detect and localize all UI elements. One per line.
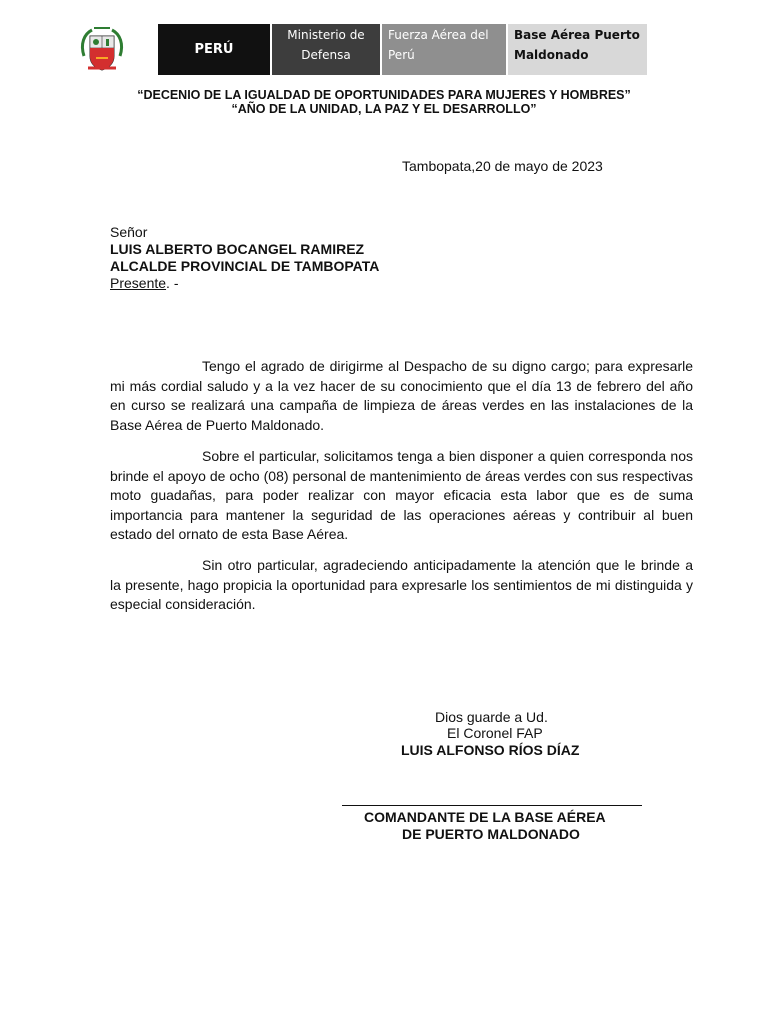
header-base-box (508, 24, 647, 75)
header-fap-box (382, 24, 506, 75)
recipient-presente-suffix: . - (166, 275, 179, 291)
header-base-line2: Maldonado (514, 48, 589, 62)
place-date: Tambopata,20 de mayo de 2023 (402, 158, 603, 174)
header-peru-label: PERÚ (194, 41, 234, 57)
body-paragraph-2-text: Sobre el particular, solicitamos tenga a bien disponer a quien corresponda nos brinde el apoyo de ocho (08) personal de mantenimiento de áreas verdes con sus respectivas moto guadañas, para poder realizar con mayor eficacia esta labor que es de suma importancia para mantener la seguridad de las operaciones aéreas y contribuir al buen estado del ornato de esta Base Aérea. (110, 448, 693, 542)
peru-coat-of-arms-logo (78, 26, 126, 76)
body-paragraph-3-text: Sin otro particular, agradeciendo anticipadamente la atención que le brinde a la presente, hago propicia la oportunidad para expresarle los sentimientos de mi distinguida y especial consideración. (110, 557, 693, 612)
header-ministerio-box (272, 24, 380, 75)
closing-line1: Dios guarde a Ud. (435, 709, 548, 725)
header-ministerio-line2: Defensa (301, 48, 351, 62)
body-paragraph-1-text: Tengo el agrado de dirigirme al Despacho de su digno cargo; para expresarle mi más cordial saludo y a la vez hacer de su conocimiento que el día 13 de febrero del año en curso se realizará una campaña de limpieza de áreas verdes en las instalaciones de la Base Aérea de Puerto Maldonado. (110, 358, 693, 433)
signer-role-line2: DE PUERTO MALDONADO (402, 826, 580, 842)
recipient-presente-line (110, 274, 179, 294)
body-paragraph-2 (110, 447, 693, 545)
header-ministerio-line1: Ministerio de (287, 28, 365, 42)
header-fap-line1: Fuerza Aérea del (388, 28, 489, 42)
header-peru-box (158, 24, 270, 75)
motto-line2: “AÑO DE LA UNIDAD, LA PAZ Y EL DESARROLLO” (231, 102, 537, 116)
signer-name: LUIS ALFONSO RÍOS DÍAZ (401, 742, 580, 758)
body-paragraph-3 (110, 556, 693, 615)
header-base-line1: Base Aérea Puerto (514, 28, 640, 42)
closing-line2: El Coronel FAP (447, 725, 543, 741)
header-fap-line2: Perú (388, 48, 415, 62)
recipient-name: LUIS ALBERTO BOCANGEL RAMIREZ (110, 241, 365, 257)
motto-line1: “DECENIO DE LA IGUALDAD DE OPORTUNIDADES PARA MUJERES Y HOMBRES” (137, 88, 631, 102)
signer-role-line1: COMANDANTE DE LA BASE AÉREA (364, 809, 606, 825)
recipient-salutation: Señor (110, 224, 148, 240)
signature-line (342, 805, 642, 806)
recipient-presente: Presente (110, 275, 167, 291)
recipient-title: ALCALDE PROVINCIAL DE TAMBOPATA (110, 258, 380, 274)
body-paragraph-1 (110, 357, 693, 435)
